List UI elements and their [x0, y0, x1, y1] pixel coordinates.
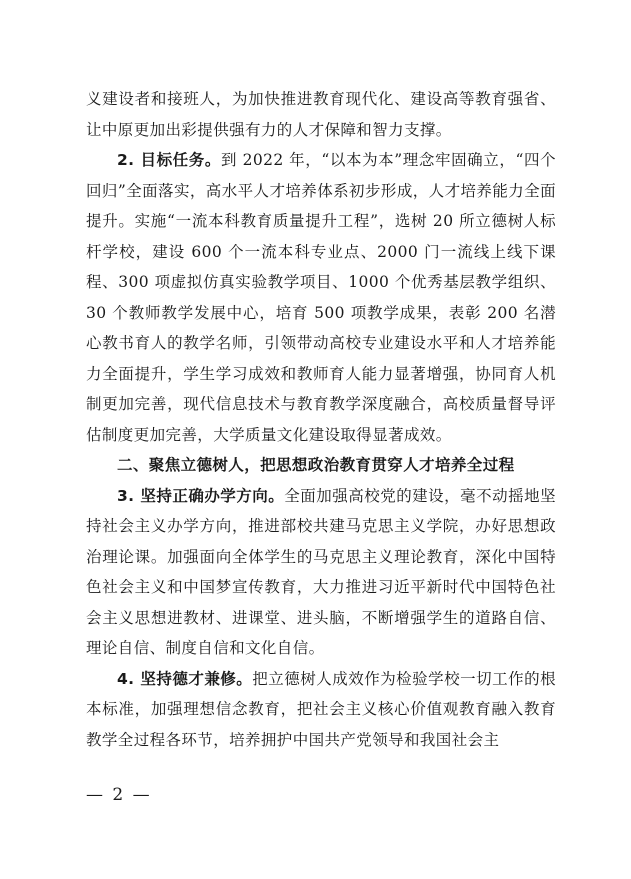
- document-body: [86, 84, 556, 755]
- paragraph-goals-body: 到 2022 年，“以本为本”理念牢固确立，“四个回归”全面落实，高水平人才培养体系初步形成，人才培养能力全面提升。实施“一流本科教育质量提升工程”，选树 20 所立德树人标杆学校，建设 600 个一流本科专业点、2000 门一流线上线下课程、300 项虚拟仿真实验教学项目、1000 个优秀基层教学组织、30 个教师教学发展中心，培育 500 项教学成果，表彰 200 名潜心教书育人的教学名师，引领带动高校专业建设水平和人才培养能力全面提升，学生学习成效和教师育人能力显著增强，协同育人机制更加完善，现代信息技术与教育教学深度融合，高校质量督导评估制度更加完善，大学质量文化建设取得显著成效。: [86, 151, 556, 444]
- paragraph-virtue-body: 把立德树人成效作为检验学校一切工作的根本标准，加强理想信念教育，把社会主义核心价值观教育融入教育教学全过程各环节，培养拥护中国共产党领导和我国社会主: [86, 669, 556, 749]
- paragraph-goals-lead: 2. 目标任务。: [117, 151, 221, 169]
- paragraph-goals: [86, 145, 556, 450]
- paragraph-direction-lead: 3. 坚持正确办学方向。: [117, 486, 285, 505]
- section-heading: 二、聚焦立德树人，把思想政治教育贯穿人才培养全过程: [117, 456, 515, 474]
- paragraph-virtue-lead: 4. 坚持德才兼修。: [117, 669, 253, 688]
- paragraph-direction-body: 全面加强高校党的建设，毫不动摇地坚持社会主义办学方向，推进部校共建马克思主义学院，办好思想政治理论课。加强面向全体学生的马克思主义理论教育，深化中国特色社会主义和中国梦宣传教育，大力推进习近平新时代中国特色社会主义思想进教材、进课堂、进头脑，不断增强学生的道路自信、理论自信、制度自信和文化自信。: [86, 486, 556, 657]
- page-number: — 2 —: [86, 785, 152, 805]
- paragraph-direction: [86, 481, 556, 664]
- paragraph-virtue: [86, 664, 556, 756]
- paragraph-continuation: 义建设者和接班人，为加快推进教育现代化、建设高等教育强省、让中原更加出彩提供强有力的人才保障和智力支撑。: [86, 90, 556, 139]
